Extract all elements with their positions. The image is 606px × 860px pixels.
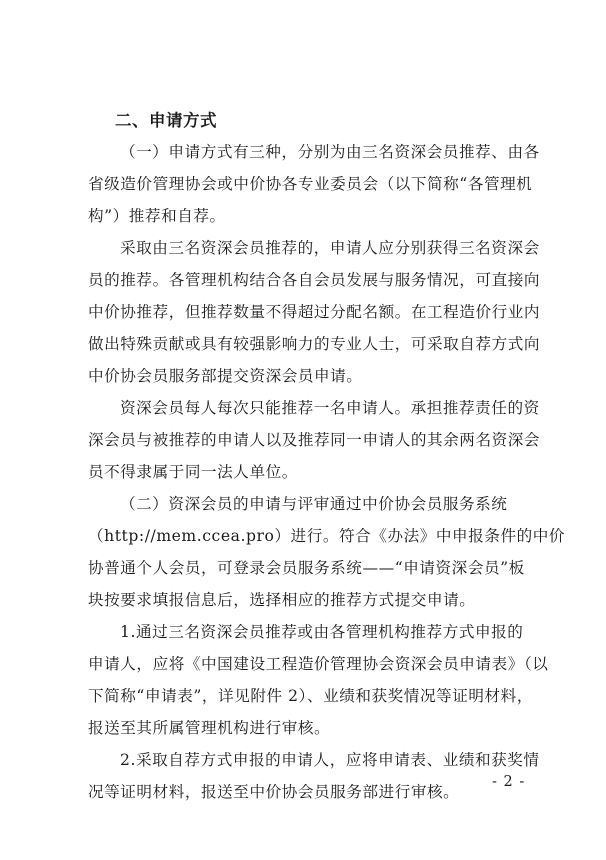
- section-heading: 二、申请方式: [115, 111, 217, 130]
- paragraph-line: 做出特殊贡献或具有较强影响力的专业人士，可采取自荐方式向: [88, 335, 541, 353]
- paragraph-line: 1.通过三名资深会员推荐或由各管理机构推荐方式申报的: [120, 623, 524, 641]
- paragraph-line: 深会员与被推荐的申请人以及推荐同一申请人的其余两名资深会: [88, 431, 541, 449]
- paragraph-line: （二）资深会员的申请与评审通过中价协会员服务系统: [120, 495, 508, 513]
- paragraph-line: 协普通个人会员，可登录会员服务系统——“申请资深会员”板: [88, 559, 525, 577]
- paragraph-line: 报送至其所属管理机构进行审核。: [88, 719, 331, 737]
- paragraph-line: 块按要求填报信息后，选择相应的推荐方式提交申请。: [88, 591, 476, 609]
- paragraph-line: 况等证明材料，报送至中价协会员服务部进行审核。: [88, 783, 460, 801]
- paragraph-line: （一）申请方式有三种，分别为由三名资深会员推荐、由各: [120, 143, 540, 161]
- paragraph-line: 资深会员每人每次只能推荐一名申请人。承担推荐责任的资: [120, 399, 540, 417]
- paragraph-line: 员不得隶属于同一法人单位。: [88, 463, 298, 481]
- paragraph-line: 省级造价管理协会或中价协各专业委员会（以下简称“各管理机: [88, 175, 533, 193]
- paragraph-line: 中价协推荐，但推荐数量不得超过分配名额。在工程造价行业内: [88, 303, 541, 321]
- paragraph-line: 采取由三名资深会员推荐的，申请人应分别获得三名资深会: [120, 239, 540, 257]
- paragraph-line: 申请人，应将《中国建设工程造价管理协会资深会员申请表》（以: [88, 655, 549, 673]
- paragraph-line: 下简称“申请表”，详见附件 2）、业绩和获奖情况等证明材料，: [88, 687, 533, 705]
- paragraph-line: 员的推荐。各管理机构结合各自会员发展与服务情况，可直接向: [88, 271, 541, 289]
- paragraph-line: 构”）推荐和自荐。: [88, 207, 226, 225]
- paragraph-line: （http://mem.ccea.pro）进行。符合《办法》中申报条件的中价: [88, 527, 566, 545]
- paragraph-line: 中价协会员服务部提交资深会员申请。: [88, 367, 363, 385]
- page-number: - 2 -: [492, 774, 526, 790]
- paragraph-line: 2.采取自荐方式申报的申请人，应将申请表、业绩和获奖情: [120, 751, 540, 769]
